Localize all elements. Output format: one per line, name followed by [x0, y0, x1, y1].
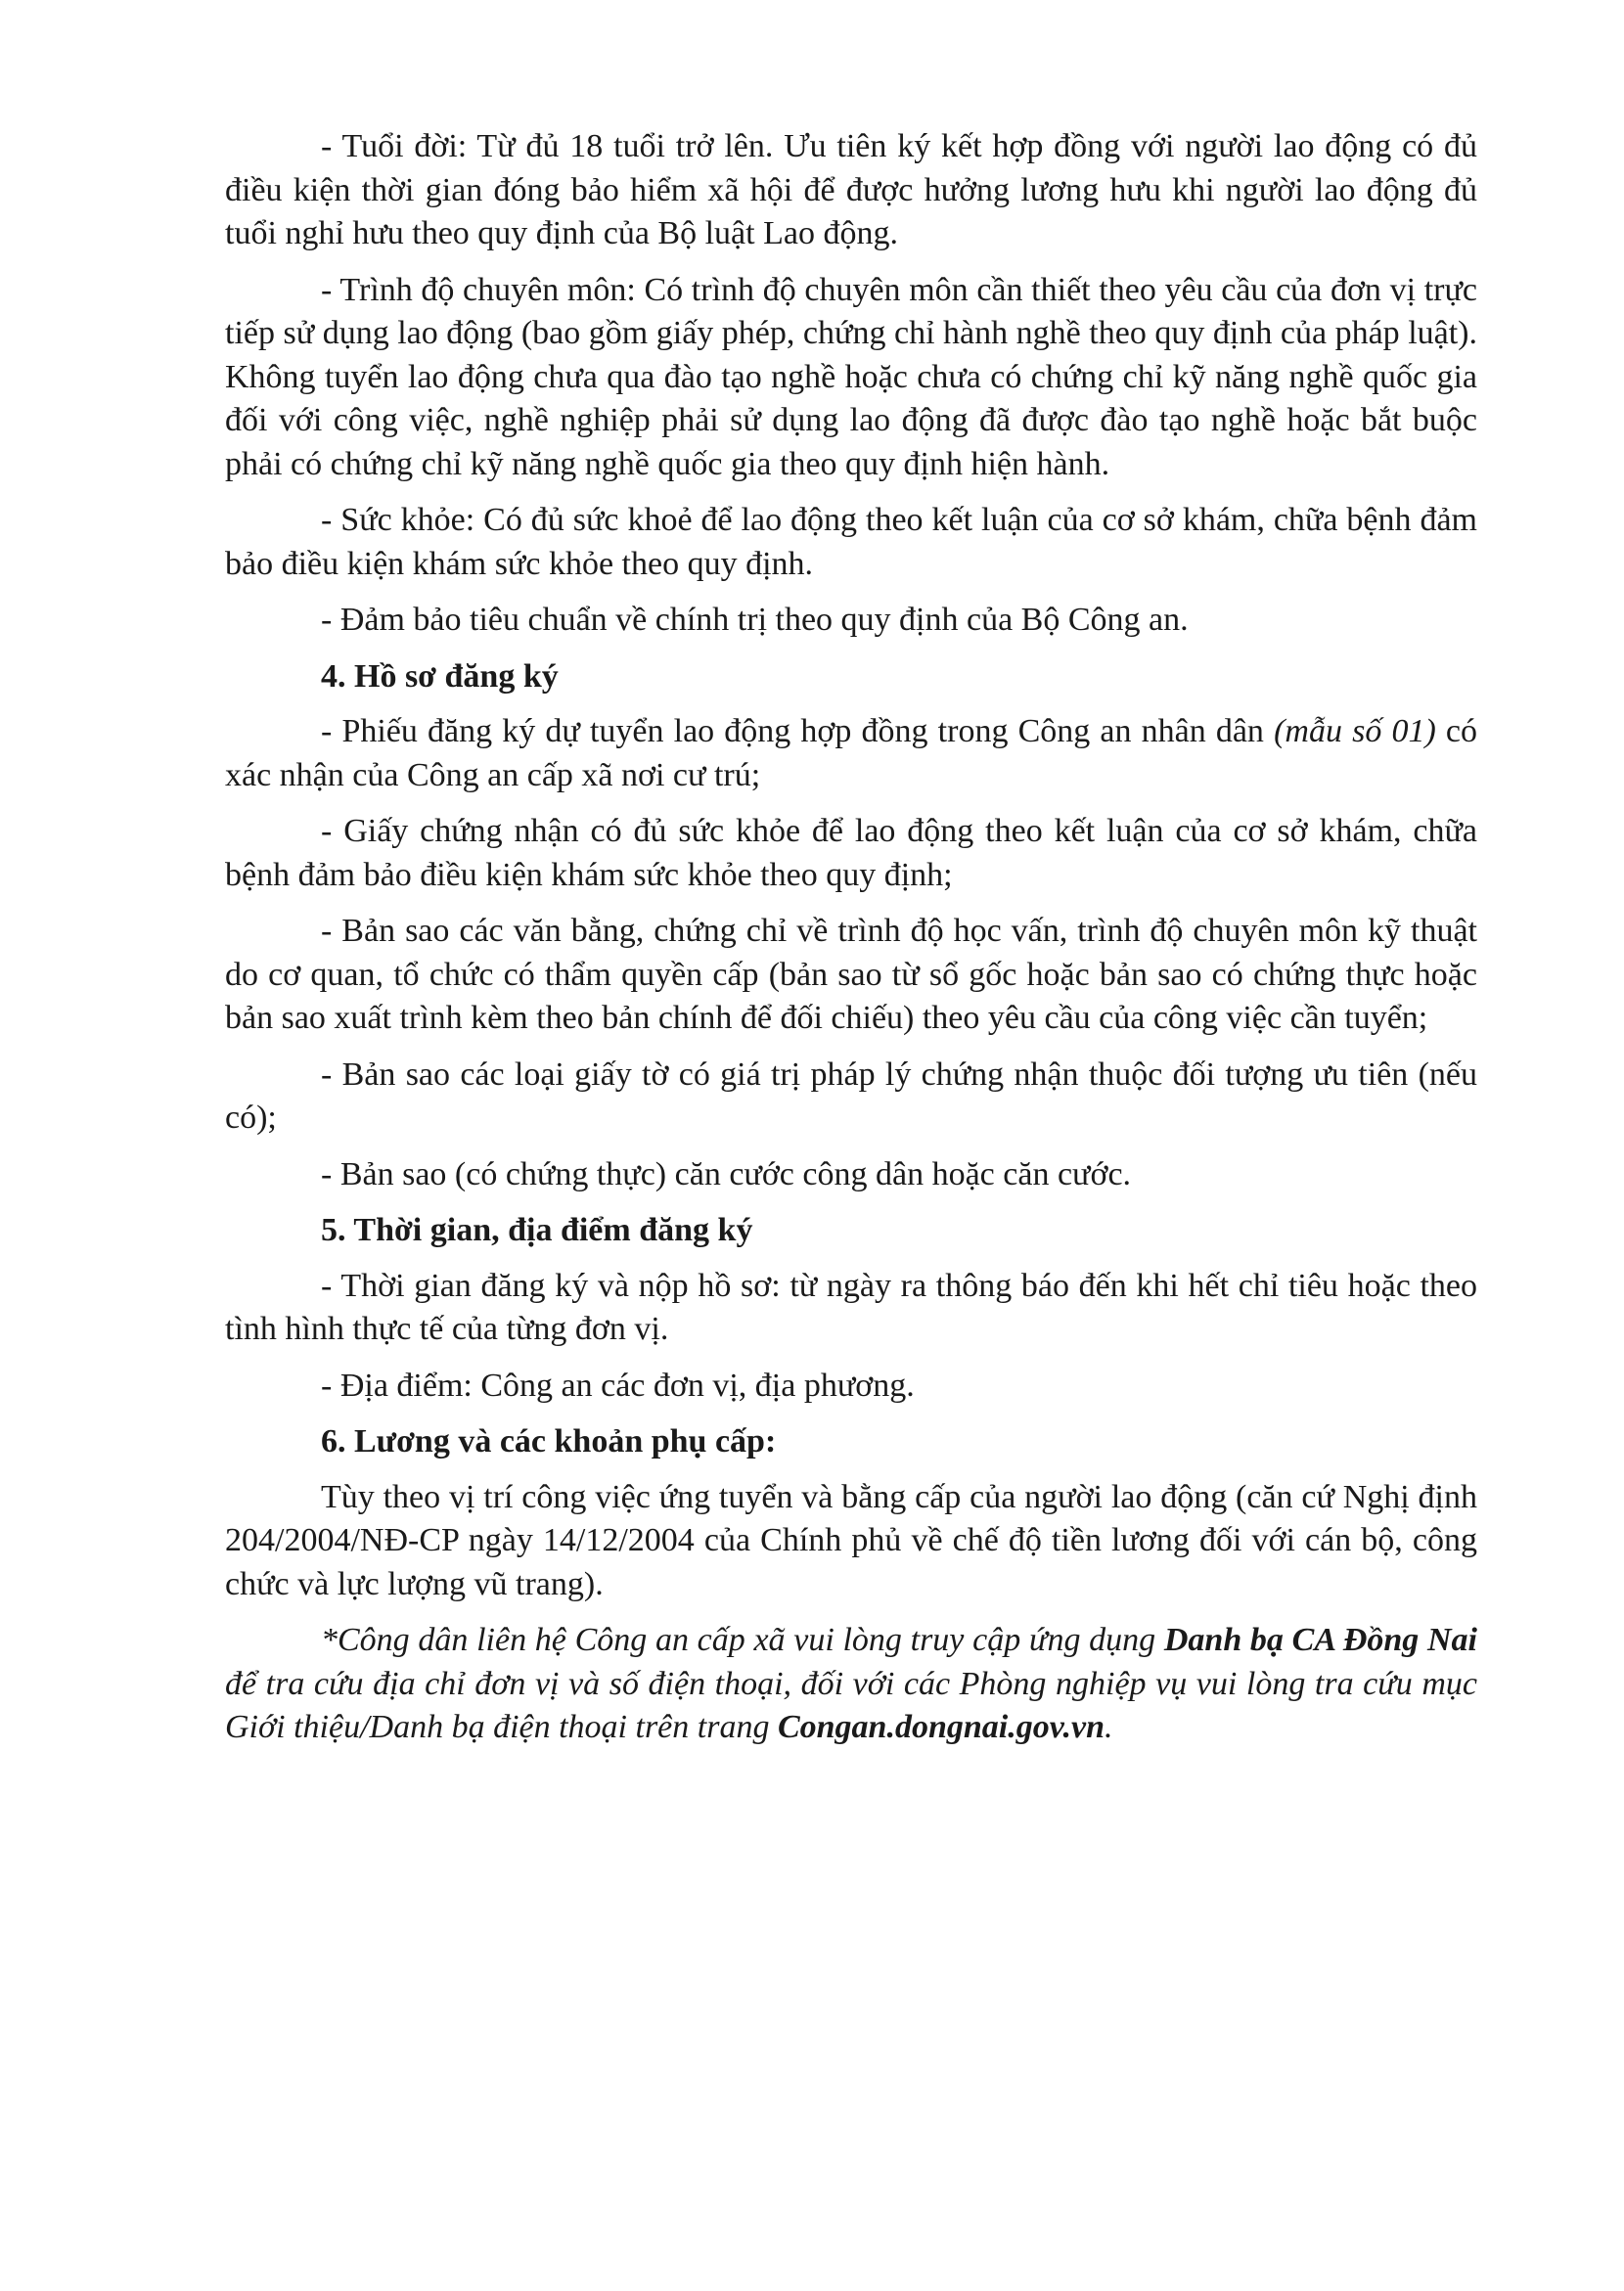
- form-number: (mẫu số 01): [1274, 713, 1436, 749]
- section-4-heading: 4. Hồ sơ đăng ký: [321, 657, 559, 695]
- website-link[interactable]: Congan.dongnai.gov.vn: [777, 1709, 1105, 1745]
- health-certificate-item: - Giấy chứng nhận có đủ sức khỏe để lao động theo kết luận của cơ sở khám, chữa bệnh đảm bảo điều kiện khám sức khỏe theo quy định;: [225, 813, 1477, 893]
- salary-text: Tùy theo vị trí công việc ứng tuyển và bằng cấp của người lao động (căn cứ Nghị định 204/2004/NĐ-CP ngày 14/12/2004 của Chính phủ về chế độ tiền lương đối với cán bộ, công chức và lực lượng vũ trang).: [225, 1478, 1477, 1602]
- age-requirement: - Tuổi đời: Từ đủ 18 tuổi trở lên. Ưu tiên ký kết hợp đồng với người lao động có đủ điều kiện thời gian đóng bảo hiểm xã hội để được hưởng lương hưu khi người lao động đủ tuổi nghỉ hưu theo quy định của Bộ luật Lao động.: [225, 128, 1477, 251]
- registration-time-item: - Thời gian đăng ký và nộp hồ sơ: từ ngày ra thông báo đến khi hết chỉ tiêu hoặc theo tình hình thực tế của từng đơn vị.: [225, 1267, 1477, 1347]
- section-5-heading: 5. Thời gian, địa điểm đăng ký: [321, 1212, 753, 1248]
- note-end: .: [1105, 1709, 1113, 1745]
- political-requirement: - Đảm bảo tiêu chuẩn về chính trị theo quy định của Bộ Công an.: [321, 602, 1189, 638]
- diploma-copies-item: - Bản sao các văn bằng, chứng chỉ về trình độ học vấn, trình độ chuyên môn kỹ thuật do cơ quan, tổ chức có thẩm quyền cấp (bản sao từ sổ gốc hoặc bản sao có chứng thực hoặc bản sao xuất trình kèm theo bản chính để đối chiếu) theo yêu cầu của công việc cần tuyển;: [225, 913, 1477, 1036]
- document-page: [225, 125, 1477, 1750]
- registration-form-item: [225, 710, 1477, 797]
- priority-documents-item: - Bản sao các loại giấy tờ có giá trị pháp lý chứng nhận thuộc đối tượng ưu tiên (nếu có);: [225, 1056, 1477, 1136]
- qualification-requirement: - Trình độ chuyên môn: Có trình độ chuyên môn cần thiết theo yêu cầu của đơn vị trực tiếp sử dụng lao động (bao gồm giấy phép, chứng chỉ hành nghề theo quy định của pháp luật). Không tuyển lao động chưa qua đào tạo nghề hoặc chưa có chứng chỉ kỹ năng nghề quốc gia đối với công việc, nghề nghiệp phải sử dụng lao động đã được đào tạo nghề hoặc bắt buộc phải có chứng chỉ kỹ năng nghề quốc gia theo quy định hiện hành.: [225, 271, 1477, 482]
- note-part-1: *Công dân liên hệ Công an cấp xã vui lòng truy cập ứng dụng: [321, 1622, 1164, 1658]
- section-6-heading: 6. Lương và các khoản phụ cấp:: [321, 1423, 777, 1460]
- note-part-2: để tra cứu địa chỉ đơn vị và số điện thoại, đối với các Phòng nghiệp vụ vui lòng tra cứu mục Giới thiệu/Danh bạ điện thoại trên trang: [225, 1665, 1477, 1745]
- registration-form-text: - Phiếu đăng ký dự tuyển lao động hợp đồng trong Công an nhân dân: [321, 713, 1275, 749]
- registration-location-item: - Địa điểm: Công an các đơn vị, địa phương.: [321, 1367, 915, 1404]
- contact-note: [225, 1619, 1477, 1750]
- app-name: Danh bạ CA Đồng Nai: [1163, 1622, 1477, 1658]
- registration-form-tail: có xác nhận của Công an cấp xã nơi cư trú;: [225, 713, 1478, 793]
- id-card-copy-item: - Bản sao (có chứng thực) căn cước công dân hoặc căn cước.: [321, 1155, 1132, 1192]
- health-requirement: - Sức khỏe: Có đủ sức khoẻ để lao động theo kết luận của cơ sở khám, chữa bệnh đảm bảo điều kiện khám sức khỏe theo quy định.: [225, 502, 1477, 582]
